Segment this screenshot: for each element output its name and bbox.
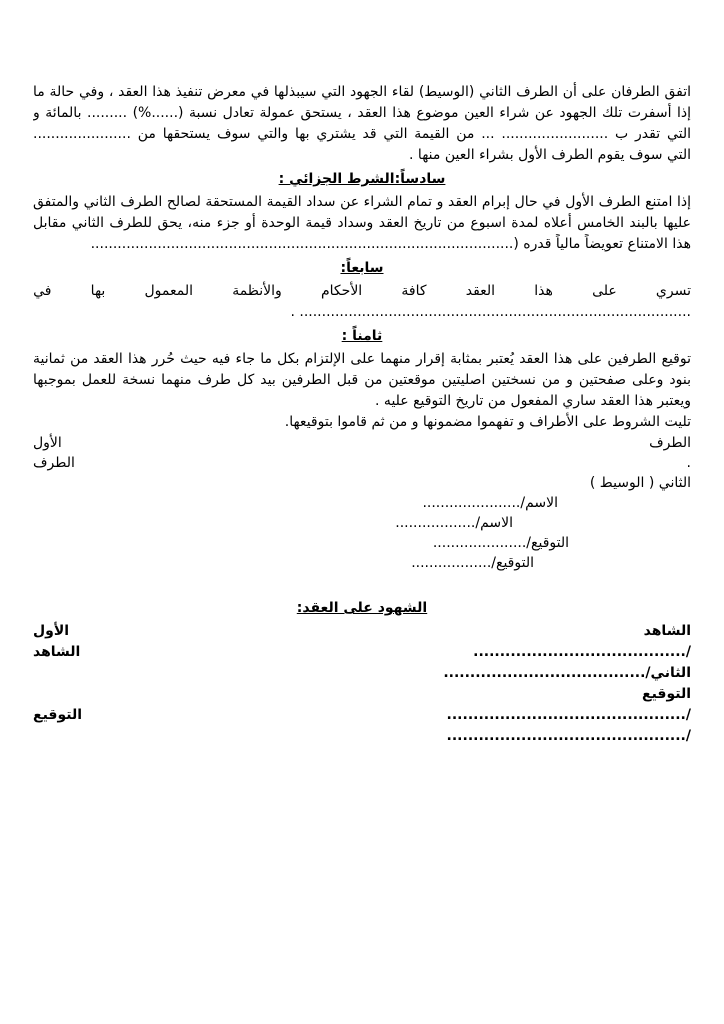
word: والأنظمة <box>232 283 282 299</box>
witness-row-1 <box>33 621 691 642</box>
text-line: إذا أسفرت تلك الجهود عن شراء العين موضوع هذا العقد ، يستحق عمولة تعادل نسبة (......%) ......... بالمائة و <box>33 105 691 121</box>
witness-row-2 <box>33 642 691 663</box>
section-seven-heading <box>33 258 691 279</box>
governing-rules-line <box>33 281 691 302</box>
word: المعمول <box>144 283 193 299</box>
word: تسري <box>655 283 691 299</box>
party-row-1 <box>33 433 691 453</box>
first-party-word: الأول <box>33 435 62 451</box>
signature-dots-line: /............................................. <box>446 707 691 723</box>
second-party-label: الثاني ( الوسيط ) <box>589 475 691 491</box>
penalty-clause-paragraph <box>33 192 691 255</box>
section-six-heading-text: سادساً:الشرط الجزائي : <box>278 171 446 187</box>
witness-signature-row-1 <box>33 705 691 726</box>
witness-word: الشاهد <box>643 623 691 639</box>
text-line: ويعتبر هذا العقد ساري المفعول من تاريخ التوقيع عليه . <box>375 393 691 409</box>
text-line: عليها بالبند الخامس أعلاه لمدة اسبوع من تاريخ العقد وسداد قيمة الوحدة أو جزء منه، يحق للطرف الثاني مقابل <box>33 215 691 231</box>
execution-paragraph <box>33 349 691 433</box>
word: هذا <box>534 283 553 299</box>
name-field-line: الاسم/...................... <box>422 495 558 511</box>
name-field-line: الاسم/.................. <box>395 515 513 531</box>
section-six-heading <box>33 169 691 190</box>
witness-dots-line: /........................................ <box>473 644 691 660</box>
word: الأحكام <box>321 283 363 299</box>
party-word: الطرف <box>649 435 691 451</box>
text-line: إذا امتنع الطرف الأول في حال إبرام العقد و تمام الشراء عن سداد القيمة المستحقة لصالح الطرف الثاني والمتفق <box>33 194 691 210</box>
commission-paragraph <box>33 82 691 166</box>
fill-in-dots-line: ........................................................................................ . <box>290 304 691 320</box>
party-row-2 <box>33 453 691 473</box>
signature-field-line: التوقيع/.................. <box>411 555 534 571</box>
first-word: الأول <box>33 623 70 639</box>
section-eight-heading-text: ثامناً : <box>341 328 383 344</box>
text-line: تليت الشروط على الأطراف و تفهموا مضمونها و من ثم قاموا بتوقيعها. <box>284 414 691 430</box>
text-line: اتفق الطرفان على أن الطرف الثاني (الوسيط) لقاء الجهود التي سيبذلها في معرض تنفيذ هذا العقد ، وفي حالة ما <box>33 84 691 100</box>
section-eight-heading <box>33 326 691 347</box>
witness-signature-row-2: /............................................. <box>446 728 691 744</box>
witnesses-block <box>33 598 691 747</box>
witnesses-heading <box>33 598 691 619</box>
period-mark: . <box>686 455 691 471</box>
signature-field-line: التوقيع/..................... <box>432 535 569 551</box>
word: في <box>33 283 52 299</box>
signature-heading: التوقيع <box>642 686 691 702</box>
word: كافة <box>401 283 427 299</box>
word: بها <box>90 283 106 299</box>
word: على <box>592 283 617 299</box>
text-line: التي تقدر ب ........................ ... من القيمة التي قد يشتري بها والتي سوف يستحقها من ...................... <box>33 126 691 142</box>
section-seven-heading-text: سابعاً: <box>340 260 384 276</box>
witness-word: الشاهد <box>33 644 81 660</box>
signatures-block <box>33 433 691 573</box>
party-word: الطرف <box>33 455 75 471</box>
text-line: بنود وعلى صفحتين و من نسختين اصليتين موقعتين من قبل الطرفين بيد كل طرف منهما نسخة للعمل بموجبها <box>33 372 691 388</box>
text-line: هذا الامتناع تعويضاً مالياً قدره (............................................................................................... <box>90 236 691 252</box>
text-line: التي سوف يقوم الطرف الأول بشراء العين منها . <box>409 147 691 163</box>
word: العقد <box>465 283 496 299</box>
witnesses-heading-text: الشهود على العقد: <box>296 600 428 616</box>
text-line: توقيع الطرفين على هذا العقد يُعتبر بمثابة إقرار منهما على الإلتزام بكل ما جاء فيه حيث حُرر هذا العقد من ثمانية <box>33 351 691 367</box>
second-witness-line: الثاني/...................................... <box>443 665 691 681</box>
signature-word: التوقيع <box>33 707 82 723</box>
